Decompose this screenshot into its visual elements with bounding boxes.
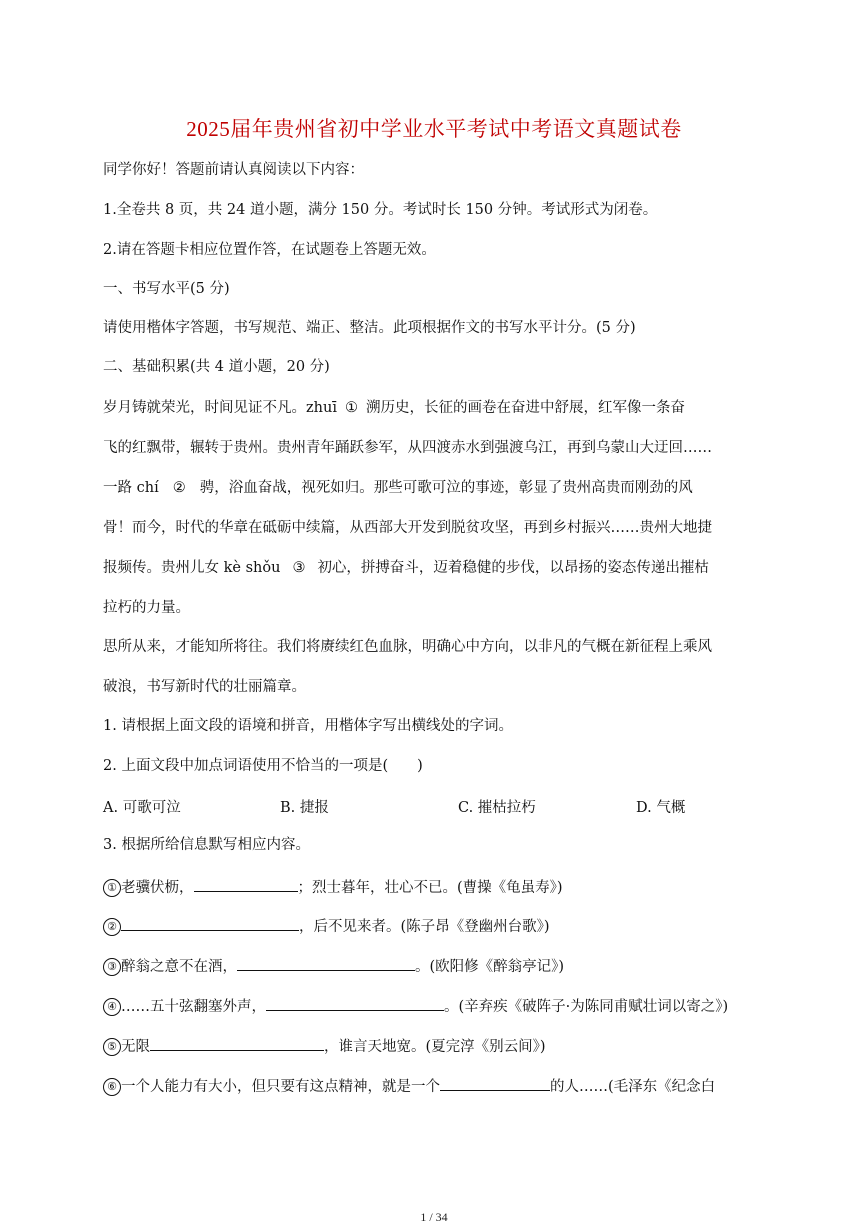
item-number: ⑤ <box>103 1038 121 1056</box>
item-pre: 一个人能力有大小，但只要有这点精神，就是一个 <box>121 1079 440 1095</box>
question-3: 3. 根据所给信息默写相应内容。 <box>103 837 310 853</box>
passage-text: 初心，拼搏奋斗，迈着稳健的步伐，以昂扬的姿态传递出摧枯 <box>317 560 709 576</box>
blank-marker: ③ <box>292 560 306 576</box>
answer-blank[interactable] <box>237 955 415 971</box>
passage-line <box>103 598 773 618</box>
passage2-line: 破浪，书写新时代的壮丽篇章。 <box>103 679 306 695</box>
recite-item <box>103 1035 773 1057</box>
item-number: ③ <box>103 958 121 976</box>
item-number: ① <box>103 879 121 897</box>
item-post: 。(欧阳修《醉翁亭记》) <box>415 959 565 975</box>
page-number: 1 / 34 <box>420 1210 448 1224</box>
item-pre: 无限 <box>121 1039 150 1055</box>
item-post: ，后不见来者。(陈子昂《登幽州台歌》) <box>299 919 550 935</box>
passage-text: 拉朽的力量。 <box>103 600 190 616</box>
passage-line <box>103 518 773 538</box>
blank-marker: ① <box>344 400 358 416</box>
recite-item <box>103 995 773 1017</box>
answer-blank[interactable] <box>194 876 298 892</box>
passage-line <box>103 558 773 578</box>
recite-item <box>103 876 773 898</box>
page-title: 2025届年贵州省初中学业水平考试中考语文真题试卷 <box>186 117 682 141</box>
recite-item <box>103 1075 773 1097</box>
item-pre: ……五十弦翻塞外声， <box>121 999 266 1015</box>
passage-text: 骨！而今，时代的华章在砥砺中续篇，从西部大开发到脱贫攻坚，再到乡村振兴……贵州大地捷 <box>103 520 712 536</box>
answer-blank[interactable] <box>150 1035 324 1051</box>
item-pre: 醉翁之意不在酒， <box>121 959 237 975</box>
passage-text: 溯历史，长征的画卷在奋进中舒展，红军像一条奋 <box>365 400 685 416</box>
option-b[interactable]: B. 捷报 <box>280 800 329 816</box>
option-a[interactable]: A. 可歌可泣 <box>103 800 181 816</box>
section-2-heading: 二、基础积累(共 4 道小题，20 分) <box>103 359 330 375</box>
answer-blank[interactable] <box>440 1075 550 1091</box>
question-1: 1. 请根据上面文段的语境和拼音，用楷体字写出横线处的字词。 <box>103 718 513 734</box>
blank-marker: ② <box>172 480 186 496</box>
passage-line <box>103 438 773 458</box>
question-2: 2. 上面文段中加点词语使用不恰当的一项是( ) <box>103 758 423 774</box>
recite-item <box>103 915 773 937</box>
item-number: ④ <box>103 998 121 1016</box>
section-1-text: 请使用楷体字答题，书写规范、端正、整洁。此项根据作文的书写水平计分。(5 分) <box>103 320 636 336</box>
answer-blank[interactable] <box>121 915 299 931</box>
passage-text: 报频传。贵州儿女 kè shǒu <box>103 560 281 576</box>
passage-text: 骋，浴血奋战，视死如归。那些可歌可泣的事迹，彰显了贵州高贵而刚劲的风 <box>199 480 693 496</box>
option-d[interactable]: D. 气概 <box>636 800 686 816</box>
passage-text: 飞的红飘带，辗转于贵州。贵州青年踊跃参军，从四渡赤水到强渡乌江，再到乌蒙山大迂回…… <box>103 440 712 456</box>
item-post: ，谁言天地宽。(夏完淳《别云间》) <box>324 1039 546 1055</box>
passage-text: 一路 chí <box>103 480 159 496</box>
option-c[interactable]: C. 摧枯拉朽 <box>458 800 536 816</box>
item-post: 的人……(毛泽东《纪念白 <box>550 1079 716 1095</box>
item-pre: 老骥伏枥， <box>121 880 194 896</box>
section-1-heading: 一、书写水平(5 分) <box>103 281 230 297</box>
item-post: 。(辛弃疾《破阵子·为陈同甫赋壮词以寄之》) <box>444 999 729 1015</box>
passage-line <box>103 478 773 498</box>
answer-blank[interactable] <box>266 995 444 1011</box>
passage2-line: 思所从来，才能知所将往。我们将赓续红色血脉，明确心中方向，以非凡的气概在新征程上乘风 <box>103 639 712 655</box>
intro-rule-2: 2.请在答题卡相应位置作答，在试题卷上答题无效。 <box>103 242 436 258</box>
passage-line <box>103 398 773 418</box>
passage-text: 岁月铸就荣光，时间见证不凡。zhuī <box>103 400 337 416</box>
item-number: ⑥ <box>103 1078 121 1096</box>
recite-item <box>103 955 773 977</box>
item-post: ；烈士暮年，壮心不已。(曹操《龟虽寿》) <box>297 880 563 896</box>
intro-rule-1: 1.全卷共 8 页，共 24 道小题，满分 150 分。考试时长 150 分钟。考试形式为闭卷。 <box>103 202 658 218</box>
intro-greeting: 同学你好！答题前请认真阅读以下内容： <box>103 162 364 178</box>
item-number: ② <box>103 918 121 936</box>
